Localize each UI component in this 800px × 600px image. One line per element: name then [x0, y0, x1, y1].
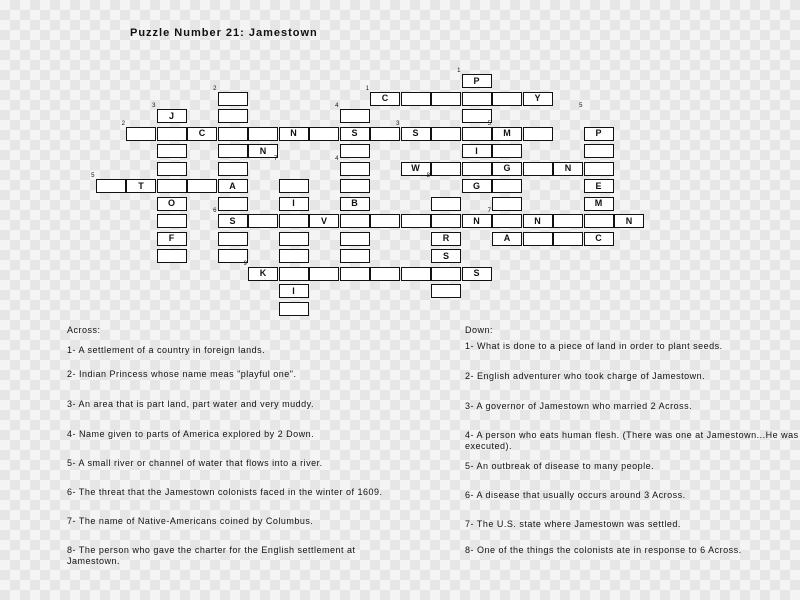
grid-cell[interactable]: S — [401, 127, 431, 141]
clue-number: 3 — [152, 103, 156, 109]
down-clue-8: 8- One of the things the colonists ate in response to 6 Across. — [465, 545, 742, 555]
clue-number: 4 — [335, 155, 339, 162]
grid-cell[interactable] — [279, 249, 309, 263]
grid-cell[interactable] — [462, 127, 492, 141]
grid-cell[interactable]: N — [279, 127, 309, 141]
grid-cell[interactable] — [157, 162, 187, 176]
grid-cell[interactable] — [584, 214, 614, 228]
grid-cell[interactable]: I — [279, 284, 309, 298]
grid-cell[interactable] — [584, 162, 614, 176]
grid-cell[interactable] — [401, 92, 431, 106]
down-clue-6: 6- A disease that usually occurs around 3 Across. — [465, 490, 686, 500]
grid-cell[interactable]: S — [431, 249, 461, 263]
grid-cell[interactable] — [218, 232, 248, 246]
grid-cell[interactable] — [492, 179, 522, 193]
clue-number: 2 — [121, 120, 125, 127]
grid-cell[interactable] — [218, 109, 248, 123]
grid-cell[interactable] — [279, 232, 309, 246]
grid-cell[interactable] — [553, 214, 583, 228]
grid-cell[interactable]: N — [523, 214, 553, 228]
grid-cell[interactable] — [340, 162, 370, 176]
grid-cell[interactable] — [279, 267, 309, 281]
grid-cell[interactable]: V — [309, 214, 339, 228]
clue-number: 5 — [91, 173, 95, 179]
grid-cell[interactable] — [340, 109, 370, 123]
clue-number: 4 — [335, 103, 339, 109]
grid-cell[interactable]: J — [157, 109, 187, 123]
grid-cell[interactable] — [340, 232, 370, 246]
grid-cell[interactable] — [431, 267, 461, 281]
grid-cell[interactable] — [370, 214, 400, 228]
clue-number: 5 — [579, 103, 583, 109]
clue-number: 3 — [396, 120, 400, 127]
grid-cell[interactable]: N — [248, 144, 278, 158]
grid-cell[interactable] — [248, 127, 278, 141]
grid-cell[interactable]: P — [584, 127, 614, 141]
grid-cell[interactable]: I — [279, 197, 309, 211]
grid-cell[interactable]: N — [553, 162, 583, 176]
grid-cell[interactable]: N — [462, 214, 492, 228]
grid-cell[interactable] — [157, 179, 187, 193]
grid-cell[interactable]: S — [340, 127, 370, 141]
grid-cell[interactable] — [279, 179, 309, 193]
grid-cell[interactable]: K — [248, 267, 278, 281]
grid-cell[interactable] — [523, 232, 553, 246]
down-clue-3: 3- A governor of Jamestown who married 2 Across. — [465, 401, 693, 411]
grid-cell[interactable] — [462, 162, 492, 176]
down-clue-1: 1- What is done to a piece of land in order to plant seeds. — [465, 341, 723, 351]
grid-cell[interactable] — [218, 127, 248, 141]
grid-cell[interactable] — [309, 127, 339, 141]
grid-cell[interactable]: A — [218, 179, 248, 193]
grid-cell[interactable] — [370, 127, 400, 141]
grid-cell[interactable] — [340, 249, 370, 263]
grid-cell[interactable] — [340, 144, 370, 158]
grid-cell[interactable] — [492, 92, 522, 106]
grid-cell[interactable] — [431, 284, 461, 298]
grid-cell[interactable] — [126, 127, 156, 141]
grid-cell[interactable] — [431, 127, 461, 141]
grid-cell[interactable]: B — [340, 197, 370, 211]
grid-cell[interactable] — [218, 197, 248, 211]
across-clue-3: 3- An area that is part land, part water and very muddy. — [67, 399, 314, 409]
down-clue-4: 4- A person who eats human flesh. (There was one at Jamestown...He was executed). — [465, 430, 799, 451]
grid-cell[interactable] — [370, 267, 400, 281]
grid-cell[interactable]: I — [462, 144, 492, 158]
clue-number: 7 — [274, 155, 278, 162]
grid-cell[interactable]: S — [462, 267, 492, 281]
across-clue-2: 2- Indian Princess whose name meas "playful one". — [67, 369, 297, 379]
grid-cell[interactable] — [431, 197, 461, 211]
across-clue-6: 6- The threat that the Jamestown colonists faced in the winter of 1609. — [67, 487, 383, 497]
grid-cell[interactable] — [279, 302, 309, 316]
grid-cell[interactable] — [401, 214, 431, 228]
grid-cell[interactable]: N — [614, 214, 644, 228]
grid-cell[interactable]: Y — [523, 92, 553, 106]
clue-number: 2 — [213, 85, 217, 92]
grid-cell[interactable]: M — [492, 127, 522, 141]
clue-number: 5 — [487, 120, 491, 127]
grid-cell[interactable] — [96, 179, 126, 193]
down-heading: Down: — [465, 325, 494, 335]
clue-number: 6 — [213, 208, 217, 214]
clue-number: 1 — [457, 68, 461, 74]
across-clue-1: 1- A settlement of a country in foreign lands. — [67, 345, 266, 355]
grid-cell[interactable]: G — [492, 162, 522, 176]
grid-cell[interactable] — [553, 232, 583, 246]
across-clue-4: 4- Name given to parts of America explored by 2 Down. — [67, 429, 315, 439]
grid-cell[interactable] — [187, 179, 217, 193]
clue-number: 8 — [426, 173, 430, 179]
grid-cell[interactable] — [523, 127, 553, 141]
grid-cell[interactable] — [431, 92, 461, 106]
grid-cell[interactable] — [401, 267, 431, 281]
clue-number: 1 — [365, 85, 369, 92]
grid-cell[interactable]: T — [126, 179, 156, 193]
grid-cell[interactable] — [157, 249, 187, 263]
grid-cell[interactable] — [492, 197, 522, 211]
grid-cell[interactable]: C — [370, 92, 400, 106]
grid-cell[interactable]: W — [401, 162, 431, 176]
grid-cell[interactable] — [218, 144, 248, 158]
grid-cell[interactable] — [218, 92, 248, 106]
across-clue-7: 7- The name of Native-Americans coined by Columbus. — [67, 516, 314, 526]
grid-cell[interactable]: C — [187, 127, 217, 141]
grid-cell[interactable] — [248, 214, 278, 228]
clue-number: 9 — [243, 260, 247, 267]
puzzle-title: Puzzle Number 21: Jamestown — [130, 27, 318, 39]
grid-cell[interactable] — [157, 144, 187, 158]
down-clue-5: 5- An outbreak of disease to many people. — [465, 461, 655, 471]
grid-cell[interactable] — [523, 162, 553, 176]
grid-cell[interactable] — [431, 214, 461, 228]
grid-cell[interactable]: O — [157, 197, 187, 211]
grid-cell[interactable]: A — [492, 232, 522, 246]
grid-cell[interactable]: F — [157, 232, 187, 246]
grid-cell[interactable]: M — [584, 197, 614, 211]
grid-cell[interactable] — [492, 214, 522, 228]
grid-cell[interactable] — [340, 267, 370, 281]
grid-cell[interactable] — [340, 214, 370, 228]
down-clue-2: 2- English adventurer who took charge of Jamestown. — [465, 371, 706, 381]
grid-cell[interactable]: P — [462, 74, 492, 88]
grid-cell[interactable] — [462, 92, 492, 106]
grid-cell[interactable] — [309, 267, 339, 281]
grid-cell[interactable]: G — [462, 179, 492, 193]
grid-cell[interactable] — [218, 162, 248, 176]
grid-cell[interactable] — [340, 179, 370, 193]
grid-cell[interactable]: E — [584, 179, 614, 193]
across-clue-5: 5- A small river or channel of water that flows into a river. — [67, 458, 323, 468]
across-heading: Across: — [67, 325, 101, 335]
grid-cell[interactable]: S — [218, 214, 248, 228]
across-clue-8: 8- The person who gave the charter for the English settlement at Jamestown. — [67, 545, 356, 566]
grid-cell[interactable]: R — [431, 232, 461, 246]
grid-cell[interactable] — [431, 162, 461, 176]
grid-cell[interactable]: C — [584, 232, 614, 246]
down-clue-7: 7- The U.S. state where Jamestown was settled. — [465, 519, 681, 529]
grid-cell[interactable] — [584, 144, 614, 158]
grid-cell[interactable] — [279, 214, 309, 228]
grid-cell[interactable] — [157, 214, 187, 228]
grid-cell[interactable] — [157, 127, 187, 141]
grid-cell[interactable] — [492, 144, 522, 158]
clue-number: 7 — [487, 208, 491, 214]
